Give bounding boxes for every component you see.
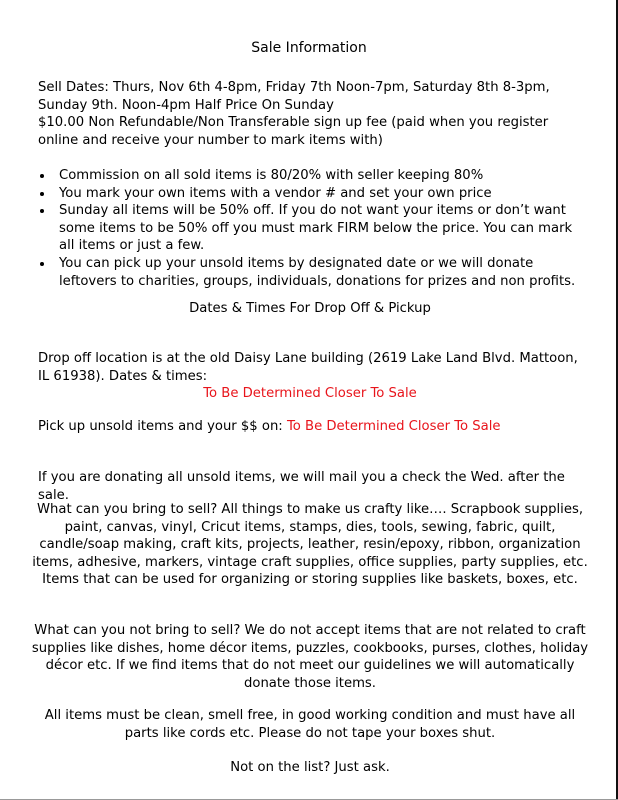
bullet-text: You mark your own items with a vendor # and set your own price [59, 185, 492, 201]
ask-text: Not on the list? Just ask. [230, 760, 390, 775]
can-bring-text: What can you bring to sell? All things to make us crafty like…. Scrapbook supplies, paint, canvas, vinyl, Cricut items, stamps, dies, tools, sewing, fabric, quilt, candle/soap making, craft kits, projects, leather, resin/epoxy, ribbon, organization items, adhesive, markers, vintage craft supplies, office supplies, party supplies, etc. Items that can be used for organizing or storing supplies like baskets, boxes, etc. [32, 502, 588, 588]
dropoff-tbd: To Be Determined Closer To Sale [203, 386, 417, 401]
bullet-icon [40, 262, 44, 266]
pickup-tbd: To Be Determined Closer To Sale [286, 419, 501, 434]
bullet-icon [40, 174, 44, 178]
cannot-bring-text: What can you not bring to sell? We do not accept items that are not related to craft supplies like dishes, home décor items, puzzles, cookbooks, purses, clothes, holiday décor etc. If we find items that do not meet our guidelines we will automatically donate those items. [31, 623, 589, 691]
bullet-text: Commission on all sold items is 80/20% with seller keeping 80% [59, 168, 484, 183]
list-item [38, 167, 583, 185]
bullet-icon [40, 192, 44, 196]
intro-section [38, 79, 583, 149]
list-item [38, 202, 583, 255]
sell-dates-text: Sell Dates: Thurs, Nov 6th 4-8pm, Friday 7th Noon-7pm, Saturday 8th 8-3pm, Sunday 9th. Noon-4pm Half Price On Sunday [38, 80, 550, 113]
pickup-section [38, 418, 583, 436]
dates-heading: Dates & Times For Drop Off & Pickup [189, 301, 431, 316]
list-item [38, 255, 583, 290]
fee-text: $10.00 Non Refundable/Non Transferable sign up fee (paid when you register online and receive your number to mark items with) [38, 115, 549, 148]
list-item [38, 185, 583, 203]
bullet-icon [40, 209, 44, 213]
donating-text: If you are donating all unsold items, we will mail you a check the Wed. after the sale. [38, 470, 565, 503]
bullet-text: You can pick up your unsold items by designated date or we will donate leftovers to charities, groups, individuals, donations for prizes and non profits. [59, 255, 576, 289]
bullet-text: Sunday all items will be 50% off. If you do not want your items or don’t want some items to be 50% off you must mark FIRM below the price. You can mark all items or just a few. [59, 203, 573, 254]
rules-list [38, 167, 583, 290]
dropoff-section [38, 350, 583, 385]
page-title: Sale Information [251, 40, 367, 56]
dropoff-text: Drop off location is at the old Daisy Lane building (2619 Lake Land Blvd. Mattoon, IL 61938). Dates & times: [38, 351, 578, 384]
clean-items-text: All items must be clean, smell free, in good working condition and must have all parts like cords etc. Please do not tape your boxes shut. [44, 708, 576, 741]
pickup-text: Pick up unsold items and your $$ on: [38, 419, 287, 434]
